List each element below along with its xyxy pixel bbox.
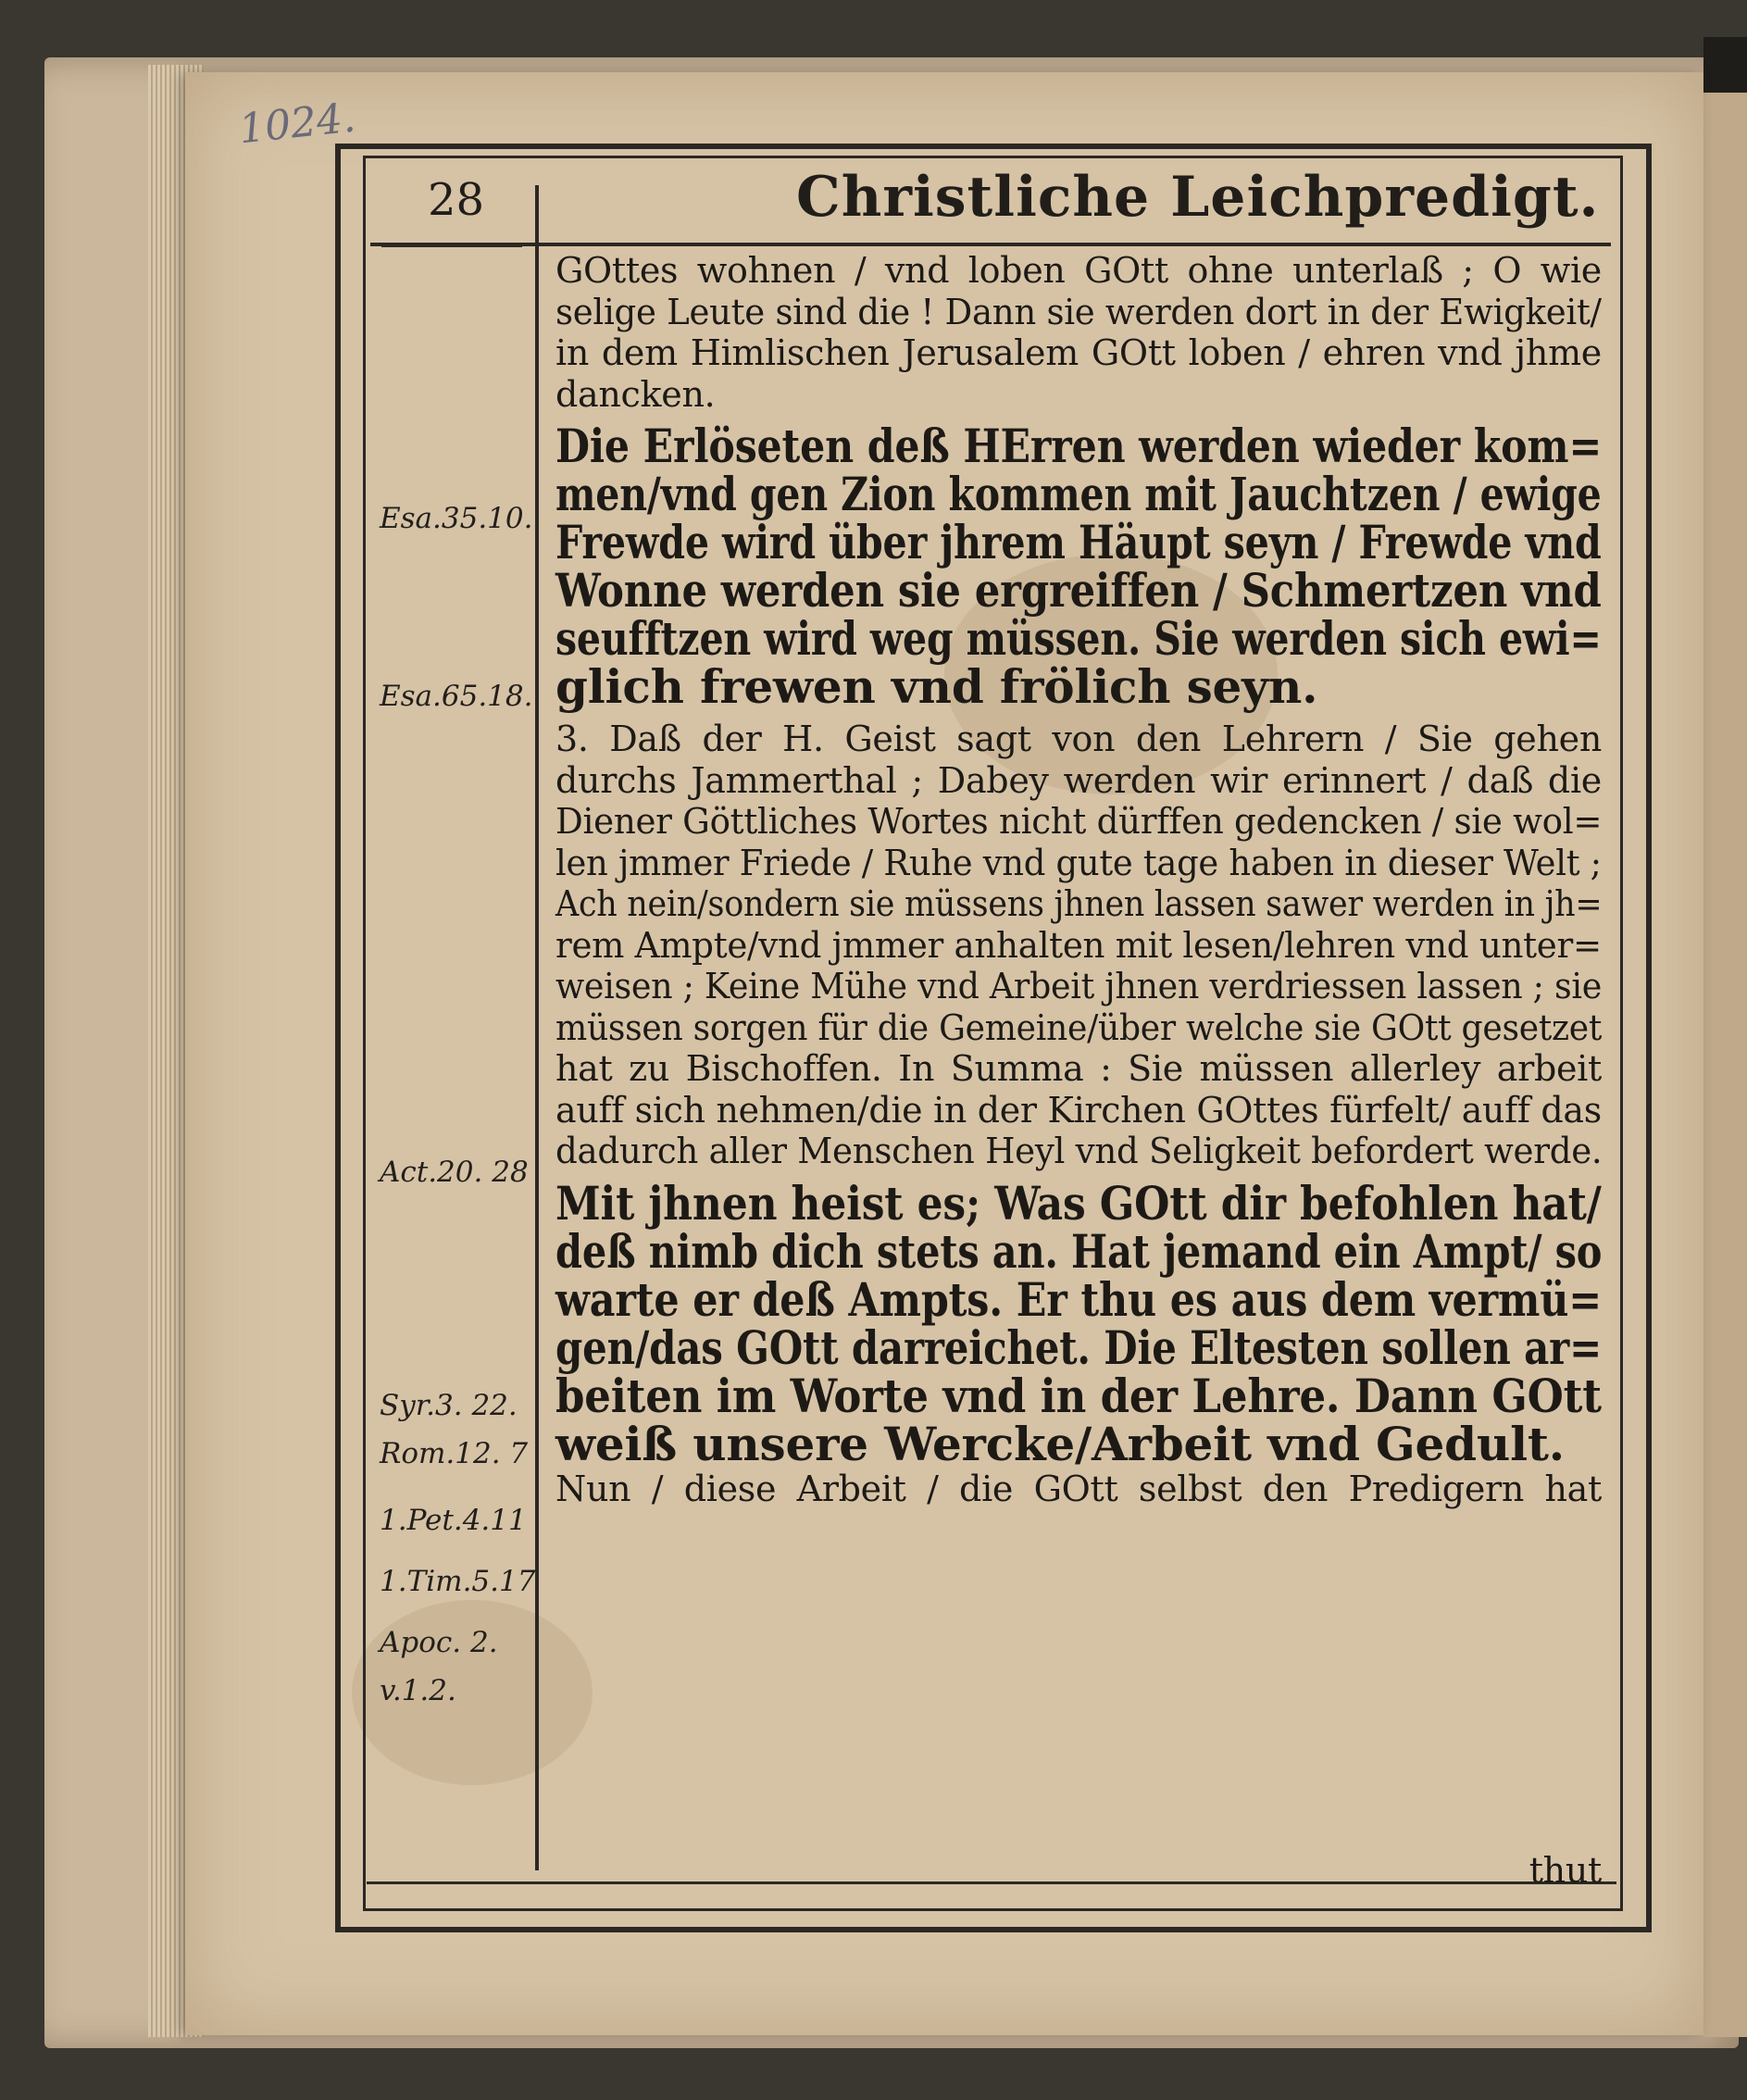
text-line: gen/das GOtt darreichet. Die Eltesten sollen ar= xyxy=(555,1319,1603,1375)
text-line: len jmmer Friede / Ruhe vnd gute tage haben in dieser Welt ; xyxy=(555,842,1602,883)
text-line: dancken. xyxy=(555,373,716,415)
marginal-reference: Esa.35.10. xyxy=(380,502,533,535)
body-text xyxy=(555,250,1602,1509)
text-line: Diener Göttliches Wortes nicht dürffen gedencken / sie wol= xyxy=(555,801,1603,842)
text-line: weiß unsere Wercke/Arbeit vnd Gedult. xyxy=(555,1416,1565,1471)
text-line: in dem Himlischen Jerusalem GOtt loben / ehren vnd jhme xyxy=(555,332,1602,373)
marginal-reference: 1.Pet.4.11 xyxy=(380,1504,527,1537)
text-line: seufftzen wird weg müssen. Sie werden sich ewi= xyxy=(555,611,1602,666)
text-line: Frewde wird über jhrem Häupt seyn / Frewde vnd xyxy=(555,515,1602,569)
facing-page-edge xyxy=(1703,93,1747,2037)
catchword: thut xyxy=(1529,1850,1602,1891)
text-line: beiten im Worte vnd in der Lehre. Dann GOtt xyxy=(555,1368,1602,1423)
text-line: warte er deß Ampts. Er thu es aus dem vermü= xyxy=(555,1271,1602,1327)
text-line: men/vnd gen Zion kommen mit Jauchtzen / ewige xyxy=(555,467,1602,521)
text-line: deß nimb dich stets an. Hat jemand ein Ampt/ so xyxy=(555,1223,1603,1279)
text-line: Nun / diese Arbeit / die GOtt selbst den Predigern hat xyxy=(555,1468,1602,1509)
text-line: auff sich nehmen/die in der Kirchen GOttes fürfelt/ auff das xyxy=(555,1089,1602,1131)
marginal-reference: 1.Tim.5.17 xyxy=(380,1565,536,1598)
text-line: 3. Daß der H. Geist sagt von den Lehrern / Sie gehen xyxy=(555,719,1602,759)
text-line: dadurch aller Menschen Heyl vnd Seligkeit befordert werde. xyxy=(555,1131,1603,1171)
header-rule xyxy=(370,243,1611,246)
handwritten-annotation: 1024. xyxy=(236,94,358,154)
catchword-line xyxy=(555,1850,1602,1892)
running-title: Christliche Leichpredigt. xyxy=(796,165,1600,230)
margin-header-rule xyxy=(381,244,522,247)
marginal-reference: Syr.3. 22. xyxy=(380,1389,518,1422)
text-line: Die Erlöseten deß HErren werden wieder kom= xyxy=(555,419,1603,473)
marginal-reference: v.1.2. xyxy=(380,1674,456,1707)
text-line: Wonne werden sie ergreiffen / Schmertzen vnd xyxy=(555,563,1602,618)
text-line: durchs Jammerthal ; Dabey werden wir erinnert / daß die xyxy=(555,759,1602,801)
marginal-reference: Esa.65.18. xyxy=(380,680,533,713)
marginal-reference: Act.20. 28 xyxy=(380,1156,529,1189)
text-line: glich frewen vnd frölich seyn. xyxy=(555,659,1318,714)
text-line: rem Ampte/vnd jmmer anhalten mit lesen/lehren vnd unter= xyxy=(555,924,1602,966)
text-line: weisen ; Keine Mühe vnd Arbeit jhnen verdriessen lassen ; sie xyxy=(555,966,1602,1006)
marginal-reference: Apoc. 2. xyxy=(380,1626,498,1659)
text-line: selige Leute sind die ! Dann sie werden dort in der Ewigkeit/ xyxy=(555,291,1602,332)
page-number: 28 xyxy=(428,174,485,226)
text-line: Ach nein/sondern sie müssens jhnen lassen sawer werden in jh= xyxy=(555,883,1603,924)
text-line: GOttes wohnen / vnd loben GOtt ohne unterlaß ; O wie xyxy=(555,250,1602,291)
margin-column-rule xyxy=(535,185,539,1870)
text-line: Mit jhnen heist es; Was GOtt dir befohlen hat/ xyxy=(555,1175,1602,1231)
marginal-reference: Rom.12. 7 xyxy=(380,1437,529,1470)
text-line: hat zu Bischoffen. In Summa : Sie müssen allerley arbeit xyxy=(555,1048,1602,1089)
text-line: müssen sorgen für die Gemeine/über welche sie GOtt gesetzet xyxy=(555,1006,1603,1048)
